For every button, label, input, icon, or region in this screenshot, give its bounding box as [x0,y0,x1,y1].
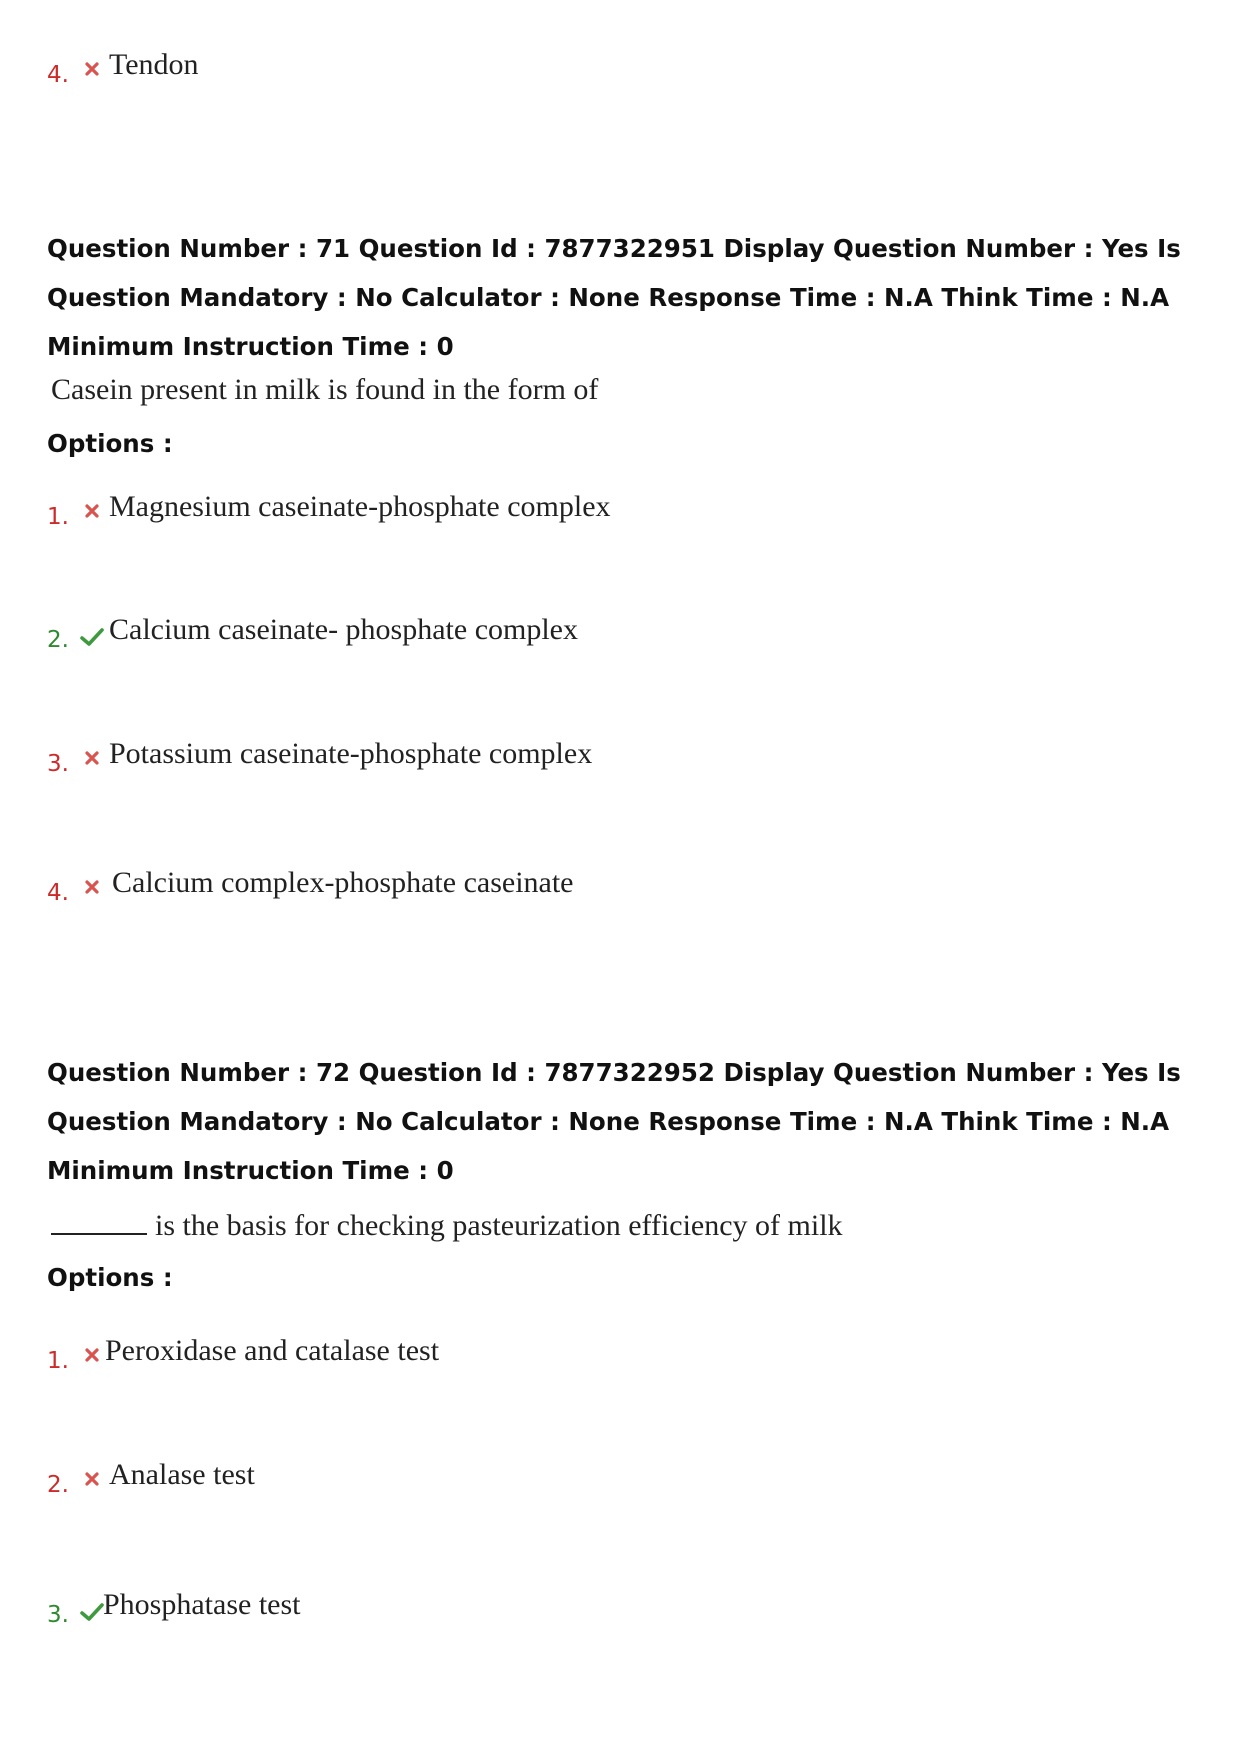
answer-blank [51,1209,147,1235]
option-text: Magnesium caseinate-phosphate complex [109,490,611,523]
option-number: 4. [47,62,69,88]
options-label: Options : [47,429,173,458]
option-number: 4. [47,880,69,906]
option-number: 1. [47,504,69,530]
option-row [47,1334,439,1376]
question-text [51,1208,843,1244]
option-text: Tendon [109,48,199,81]
option-text: Calcium caseinate- phosphate complex [109,613,578,646]
question-text: Casein present in milk is found in the form of [51,373,599,406]
cross-icon [75,1458,109,1486]
cross-icon [75,490,109,518]
option-row [47,1458,255,1500]
option-row [47,866,574,908]
option-row [47,490,611,532]
cross-icon [75,48,109,76]
option-number: 3. [47,1602,69,1628]
question-meta: Question Number : 72 Question Id : 7877322952 Display Question Number : Yes Is Question Mandatory : No Calculator : None Response Time : N.A Think Time : N.A Minimum Instruction Time : 0 [47,1058,1181,1185]
option-row [47,613,578,655]
option-text: Calcium complex-phosphate caseinate [112,866,574,899]
cross-icon [75,866,109,894]
option-number: 2. [47,627,69,653]
option-row [47,1588,300,1630]
option-text: Phosphatase test [103,1588,301,1621]
option-number: 3. [47,751,69,777]
option-text: Peroxidase and catalase test [105,1334,440,1367]
cross-icon [75,737,109,765]
option-row [47,48,199,90]
options-label: Options : [47,1263,173,1292]
option-text: Analase test [109,1458,255,1491]
option-number: 1. [47,1348,69,1374]
option-number: 2. [47,1472,69,1498]
option-row [47,737,592,779]
check-icon [75,613,109,647]
cross-icon [75,1334,109,1362]
question-meta: Question Number : 71 Question Id : 7877322951 Display Question Number : Yes Is Question Mandatory : No Calculator : None Response Time : N.A Think Time : N.A Minimum Instruction Time : 0 [47,234,1181,361]
question-text-body: is the basis for checking pasteurization efficiency of milk [155,1209,843,1242]
option-text: Potassium caseinate-phosphate complex [109,737,593,770]
